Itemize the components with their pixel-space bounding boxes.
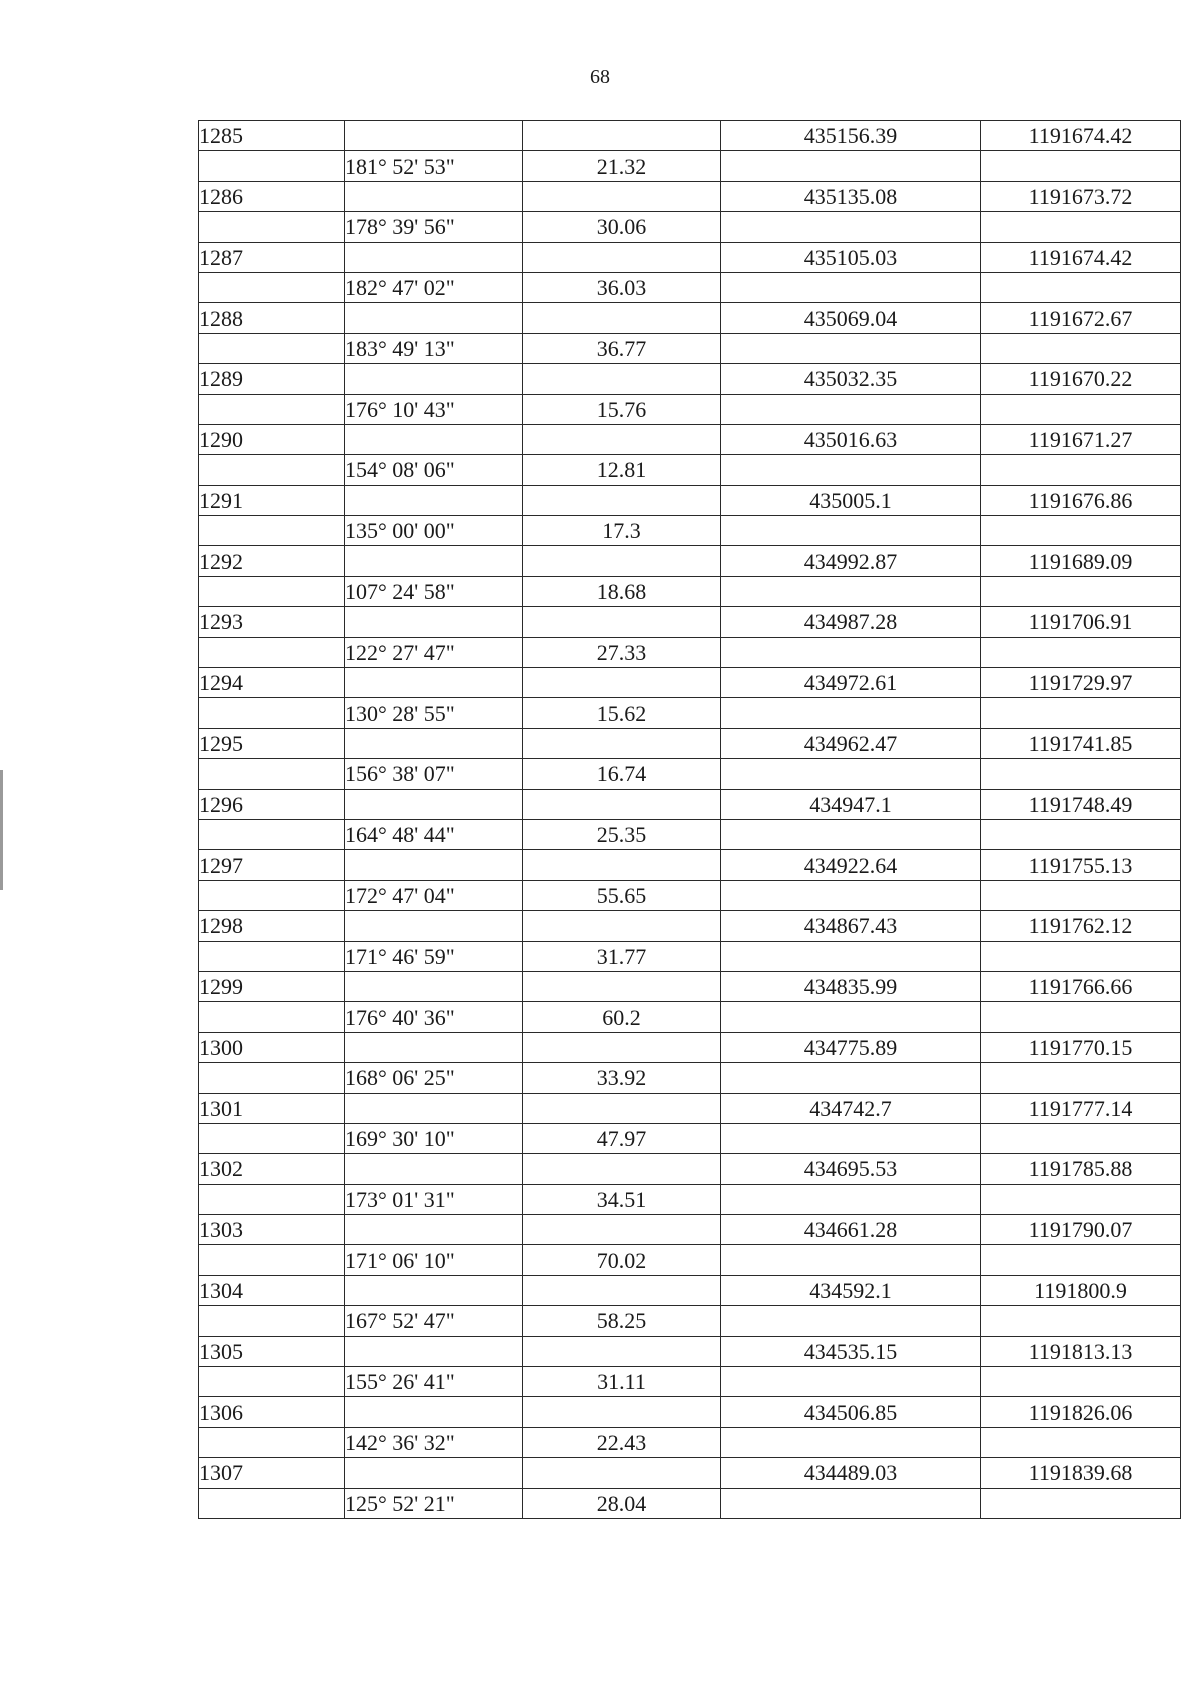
empty-point-cell	[199, 819, 345, 849]
x-coordinate-cell: 434947.1	[721, 789, 981, 819]
point-row	[199, 546, 1181, 576]
direction-angle-cell: 171° 06' 10"	[345, 1245, 523, 1275]
point-number-cell: 1303	[199, 1215, 345, 1245]
empty-point-cell	[199, 576, 345, 606]
empty-distance-cell	[523, 1093, 721, 1123]
empty-distance-cell	[523, 1032, 721, 1062]
empty-point-cell	[199, 1488, 345, 1518]
point-number-cell: 1306	[199, 1397, 345, 1427]
y-coordinate-cell: 1191800.9	[981, 1275, 1181, 1305]
coordinates-table	[198, 120, 1181, 1519]
segment-row	[199, 637, 1181, 667]
point-row	[199, 1275, 1181, 1305]
empty-x-cell	[721, 759, 981, 789]
point-row	[199, 303, 1181, 333]
direction-angle-cell: 122° 27' 47"	[345, 637, 523, 667]
distance-cell: 22.43	[523, 1427, 721, 1457]
point-number-cell: 1307	[199, 1458, 345, 1488]
point-row	[199, 121, 1181, 151]
empty-point-cell	[199, 880, 345, 910]
direction-angle-cell: 183° 49' 13"	[345, 333, 523, 363]
empty-y-cell	[981, 698, 1181, 728]
empty-x-cell	[721, 1123, 981, 1153]
point-row	[199, 1215, 1181, 1245]
empty-point-cell	[199, 1245, 345, 1275]
point-number-cell: 1294	[199, 668, 345, 698]
empty-point-cell	[199, 333, 345, 363]
empty-angle-cell	[345, 424, 523, 454]
segment-row	[199, 272, 1181, 302]
empty-x-cell	[721, 1184, 981, 1214]
empty-distance-cell	[523, 607, 721, 637]
distance-cell: 18.68	[523, 576, 721, 606]
point-number-cell: 1287	[199, 242, 345, 272]
segment-row	[199, 151, 1181, 181]
direction-angle-cell: 173° 01' 31"	[345, 1184, 523, 1214]
point-row	[199, 1032, 1181, 1062]
empty-distance-cell	[523, 303, 721, 333]
y-coordinate-cell: 1191826.06	[981, 1397, 1181, 1427]
point-row	[199, 1154, 1181, 1184]
segment-row	[199, 1063, 1181, 1093]
empty-distance-cell	[523, 364, 721, 394]
direction-angle-cell: 182° 47' 02"	[345, 272, 523, 302]
y-coordinate-cell: 1191790.07	[981, 1215, 1181, 1245]
direction-angle-cell: 176° 10' 43"	[345, 394, 523, 424]
point-number-cell: 1295	[199, 728, 345, 758]
distance-cell: 55.65	[523, 880, 721, 910]
x-coordinate-cell: 434506.85	[721, 1397, 981, 1427]
point-number-cell: 1296	[199, 789, 345, 819]
empty-x-cell	[721, 1002, 981, 1032]
empty-y-cell	[981, 759, 1181, 789]
point-row	[199, 485, 1181, 515]
y-coordinate-cell: 1191766.66	[981, 971, 1181, 1001]
point-row	[199, 728, 1181, 758]
empty-angle-cell	[345, 1215, 523, 1245]
y-coordinate-cell: 1191755.13	[981, 850, 1181, 880]
empty-point-cell	[199, 1427, 345, 1457]
point-number-cell: 1285	[199, 121, 345, 151]
empty-angle-cell	[345, 911, 523, 941]
distance-cell: 12.81	[523, 455, 721, 485]
y-coordinate-cell: 1191839.68	[981, 1458, 1181, 1488]
empty-point-cell	[199, 1063, 345, 1093]
distance-cell: 30.06	[523, 212, 721, 242]
x-coordinate-cell: 435156.39	[721, 121, 981, 151]
segment-row	[199, 698, 1181, 728]
empty-point-cell	[199, 394, 345, 424]
segment-row	[199, 1367, 1181, 1397]
point-row	[199, 424, 1181, 454]
empty-angle-cell	[345, 607, 523, 637]
x-coordinate-cell: 434992.87	[721, 546, 981, 576]
segment-row	[199, 941, 1181, 971]
direction-angle-cell: 154° 08' 06"	[345, 455, 523, 485]
point-number-cell: 1291	[199, 485, 345, 515]
distance-cell: 60.2	[523, 1002, 721, 1032]
empty-distance-cell	[523, 1336, 721, 1366]
point-number-cell: 1302	[199, 1154, 345, 1184]
distance-cell: 58.25	[523, 1306, 721, 1336]
x-coordinate-cell: 434592.1	[721, 1275, 981, 1305]
point-row	[199, 911, 1181, 941]
x-coordinate-cell: 434775.89	[721, 1032, 981, 1062]
y-coordinate-cell: 1191689.09	[981, 546, 1181, 576]
empty-x-cell	[721, 941, 981, 971]
segment-row	[199, 819, 1181, 849]
x-coordinate-cell: 435069.04	[721, 303, 981, 333]
empty-distance-cell	[523, 485, 721, 515]
direction-angle-cell: 156° 38' 07"	[345, 759, 523, 789]
y-coordinate-cell: 1191674.42	[981, 242, 1181, 272]
coordinates-table-body	[199, 121, 1181, 1519]
empty-angle-cell	[345, 1093, 523, 1123]
y-coordinate-cell: 1191813.13	[981, 1336, 1181, 1366]
empty-distance-cell	[523, 181, 721, 211]
segment-row	[199, 1488, 1181, 1518]
x-coordinate-cell: 434972.61	[721, 668, 981, 698]
point-number-cell: 1299	[199, 971, 345, 1001]
y-coordinate-cell: 1191741.85	[981, 728, 1181, 758]
empty-y-cell	[981, 1184, 1181, 1214]
empty-angle-cell	[345, 1336, 523, 1366]
direction-angle-cell: 167° 52' 47"	[345, 1306, 523, 1336]
empty-point-cell	[199, 637, 345, 667]
empty-point-cell	[199, 698, 345, 728]
distance-cell: 31.77	[523, 941, 721, 971]
point-number-cell: 1297	[199, 850, 345, 880]
empty-y-cell	[981, 819, 1181, 849]
empty-y-cell	[981, 1002, 1181, 1032]
point-row	[199, 1093, 1181, 1123]
distance-cell: 16.74	[523, 759, 721, 789]
scan-margin-mark	[0, 770, 3, 890]
y-coordinate-cell: 1191672.67	[981, 303, 1181, 333]
segment-row	[199, 212, 1181, 242]
x-coordinate-cell: 434922.64	[721, 850, 981, 880]
point-number-cell: 1292	[199, 546, 345, 576]
empty-y-cell	[981, 1306, 1181, 1336]
distance-cell: 25.35	[523, 819, 721, 849]
empty-x-cell	[721, 1306, 981, 1336]
point-row	[199, 181, 1181, 211]
distance-cell: 21.32	[523, 151, 721, 181]
empty-x-cell	[721, 1245, 981, 1275]
y-coordinate-cell: 1191770.15	[981, 1032, 1181, 1062]
y-coordinate-cell: 1191777.14	[981, 1093, 1181, 1123]
point-number-cell: 1290	[199, 424, 345, 454]
x-coordinate-cell: 434535.15	[721, 1336, 981, 1366]
empty-y-cell	[981, 455, 1181, 485]
point-number-cell: 1301	[199, 1093, 345, 1123]
point-row	[199, 1458, 1181, 1488]
point-number-cell: 1289	[199, 364, 345, 394]
segment-row	[199, 576, 1181, 606]
empty-x-cell	[721, 212, 981, 242]
empty-y-cell	[981, 1427, 1181, 1457]
direction-angle-cell: 181° 52' 53"	[345, 151, 523, 181]
point-number-cell: 1305	[199, 1336, 345, 1366]
y-coordinate-cell: 1191729.97	[981, 668, 1181, 698]
empty-point-cell	[199, 759, 345, 789]
x-coordinate-cell: 434742.7	[721, 1093, 981, 1123]
empty-distance-cell	[523, 728, 721, 758]
empty-y-cell	[981, 637, 1181, 667]
empty-distance-cell	[523, 1215, 721, 1245]
empty-x-cell	[721, 880, 981, 910]
x-coordinate-cell: 435005.1	[721, 485, 981, 515]
point-row	[199, 364, 1181, 394]
x-coordinate-cell: 434489.03	[721, 1458, 981, 1488]
x-coordinate-cell: 435135.08	[721, 181, 981, 211]
empty-angle-cell	[345, 789, 523, 819]
segment-row	[199, 1184, 1181, 1214]
direction-angle-cell: 169° 30' 10"	[345, 1123, 523, 1153]
direction-angle-cell: 164° 48' 44"	[345, 819, 523, 849]
empty-x-cell	[721, 698, 981, 728]
point-row	[199, 789, 1181, 819]
segment-row	[199, 880, 1181, 910]
empty-angle-cell	[345, 1032, 523, 1062]
empty-x-cell	[721, 516, 981, 546]
y-coordinate-cell: 1191762.12	[981, 911, 1181, 941]
direction-angle-cell: 107° 24' 58"	[345, 576, 523, 606]
distance-cell: 34.51	[523, 1184, 721, 1214]
empty-angle-cell	[345, 971, 523, 1001]
y-coordinate-cell: 1191748.49	[981, 789, 1181, 819]
point-number-cell: 1293	[199, 607, 345, 637]
empty-x-cell	[721, 1488, 981, 1518]
empty-y-cell	[981, 394, 1181, 424]
empty-angle-cell	[345, 668, 523, 698]
direction-angle-cell: 142° 36' 32"	[345, 1427, 523, 1457]
empty-y-cell	[981, 576, 1181, 606]
distance-cell: 47.97	[523, 1123, 721, 1153]
empty-point-cell	[199, 1367, 345, 1397]
point-number-cell: 1304	[199, 1275, 345, 1305]
empty-point-cell	[199, 212, 345, 242]
empty-angle-cell	[345, 303, 523, 333]
point-row	[199, 1336, 1181, 1366]
empty-y-cell	[981, 516, 1181, 546]
empty-y-cell	[981, 1123, 1181, 1153]
empty-point-cell	[199, 1306, 345, 1336]
direction-angle-cell: 125° 52' 21"	[345, 1488, 523, 1518]
empty-angle-cell	[345, 1275, 523, 1305]
point-row	[199, 1397, 1181, 1427]
empty-angle-cell	[345, 1154, 523, 1184]
empty-point-cell	[199, 455, 345, 485]
empty-angle-cell	[345, 728, 523, 758]
y-coordinate-cell: 1191674.42	[981, 121, 1181, 151]
empty-angle-cell	[345, 850, 523, 880]
segment-row	[199, 455, 1181, 485]
empty-y-cell	[981, 333, 1181, 363]
y-coordinate-cell: 1191670.22	[981, 364, 1181, 394]
empty-x-cell	[721, 1063, 981, 1093]
direction-angle-cell: 155° 26' 41"	[345, 1367, 523, 1397]
x-coordinate-cell: 434867.43	[721, 911, 981, 941]
empty-x-cell	[721, 1367, 981, 1397]
x-coordinate-cell: 435105.03	[721, 242, 981, 272]
point-number-cell: 1286	[199, 181, 345, 211]
direction-angle-cell: 176° 40' 36"	[345, 1002, 523, 1032]
distance-cell: 15.62	[523, 698, 721, 728]
empty-distance-cell	[523, 971, 721, 1001]
empty-y-cell	[981, 1367, 1181, 1397]
empty-point-cell	[199, 941, 345, 971]
empty-x-cell	[721, 151, 981, 181]
empty-angle-cell	[345, 1397, 523, 1427]
empty-distance-cell	[523, 911, 721, 941]
empty-distance-cell	[523, 424, 721, 454]
direction-angle-cell: 168° 06' 25"	[345, 1063, 523, 1093]
empty-distance-cell	[523, 1275, 721, 1305]
empty-y-cell	[981, 272, 1181, 302]
empty-distance-cell	[523, 850, 721, 880]
empty-y-cell	[981, 212, 1181, 242]
direction-angle-cell: 172° 47' 04"	[345, 880, 523, 910]
empty-point-cell	[199, 516, 345, 546]
empty-x-cell	[721, 576, 981, 606]
segment-row	[199, 1002, 1181, 1032]
distance-cell: 28.04	[523, 1488, 721, 1518]
page-number: 68	[590, 66, 610, 88]
point-row	[199, 971, 1181, 1001]
direction-angle-cell: 171° 46' 59"	[345, 941, 523, 971]
empty-y-cell	[981, 880, 1181, 910]
empty-y-cell	[981, 941, 1181, 971]
segment-row	[199, 1123, 1181, 1153]
empty-x-cell	[721, 394, 981, 424]
empty-distance-cell	[523, 546, 721, 576]
y-coordinate-cell: 1191671.27	[981, 424, 1181, 454]
distance-cell: 70.02	[523, 1245, 721, 1275]
distance-cell: 31.11	[523, 1367, 721, 1397]
empty-point-cell	[199, 151, 345, 181]
y-coordinate-cell: 1191785.88	[981, 1154, 1181, 1184]
x-coordinate-cell: 434835.99	[721, 971, 981, 1001]
empty-distance-cell	[523, 668, 721, 698]
segment-row	[199, 516, 1181, 546]
empty-y-cell	[981, 151, 1181, 181]
point-number-cell: 1298	[199, 911, 345, 941]
distance-cell: 36.03	[523, 272, 721, 302]
empty-angle-cell	[345, 485, 523, 515]
empty-point-cell	[199, 272, 345, 302]
empty-distance-cell	[523, 1397, 721, 1427]
empty-y-cell	[981, 1488, 1181, 1518]
segment-row	[199, 1306, 1181, 1336]
empty-distance-cell	[523, 1154, 721, 1184]
empty-point-cell	[199, 1002, 345, 1032]
empty-x-cell	[721, 272, 981, 302]
x-coordinate-cell: 434695.53	[721, 1154, 981, 1184]
y-coordinate-cell: 1191673.72	[981, 181, 1181, 211]
x-coordinate-cell: 435016.63	[721, 424, 981, 454]
empty-angle-cell	[345, 181, 523, 211]
distance-cell: 36.77	[523, 333, 721, 363]
y-coordinate-cell: 1191676.86	[981, 485, 1181, 515]
distance-cell: 17.3	[523, 516, 721, 546]
point-row	[199, 850, 1181, 880]
point-number-cell: 1288	[199, 303, 345, 333]
empty-angle-cell	[345, 546, 523, 576]
empty-y-cell	[981, 1063, 1181, 1093]
empty-x-cell	[721, 455, 981, 485]
segment-row	[199, 1245, 1181, 1275]
empty-y-cell	[981, 1245, 1181, 1275]
distance-cell: 33.92	[523, 1063, 721, 1093]
point-row	[199, 668, 1181, 698]
segment-row	[199, 1427, 1181, 1457]
direction-angle-cell: 130° 28' 55"	[345, 698, 523, 728]
empty-angle-cell	[345, 242, 523, 272]
empty-distance-cell	[523, 1458, 721, 1488]
x-coordinate-cell: 434661.28	[721, 1215, 981, 1245]
x-coordinate-cell: 434987.28	[721, 607, 981, 637]
point-row	[199, 242, 1181, 272]
y-coordinate-cell: 1191706.91	[981, 607, 1181, 637]
empty-angle-cell	[345, 364, 523, 394]
empty-distance-cell	[523, 121, 721, 151]
x-coordinate-cell: 435032.35	[721, 364, 981, 394]
empty-point-cell	[199, 1123, 345, 1153]
empty-point-cell	[199, 1184, 345, 1214]
direction-angle-cell: 178° 39' 56"	[345, 212, 523, 242]
empty-x-cell	[721, 819, 981, 849]
empty-angle-cell	[345, 121, 523, 151]
point-row	[199, 607, 1181, 637]
segment-row	[199, 759, 1181, 789]
x-coordinate-cell: 434962.47	[721, 728, 981, 758]
empty-x-cell	[721, 1427, 981, 1457]
empty-distance-cell	[523, 242, 721, 272]
distance-cell: 27.33	[523, 637, 721, 667]
distance-cell: 15.76	[523, 394, 721, 424]
empty-distance-cell	[523, 789, 721, 819]
direction-angle-cell: 135° 00' 00"	[345, 516, 523, 546]
empty-angle-cell	[345, 1458, 523, 1488]
point-number-cell: 1300	[199, 1032, 345, 1062]
empty-x-cell	[721, 333, 981, 363]
segment-row	[199, 333, 1181, 363]
segment-row	[199, 394, 1181, 424]
empty-x-cell	[721, 637, 981, 667]
